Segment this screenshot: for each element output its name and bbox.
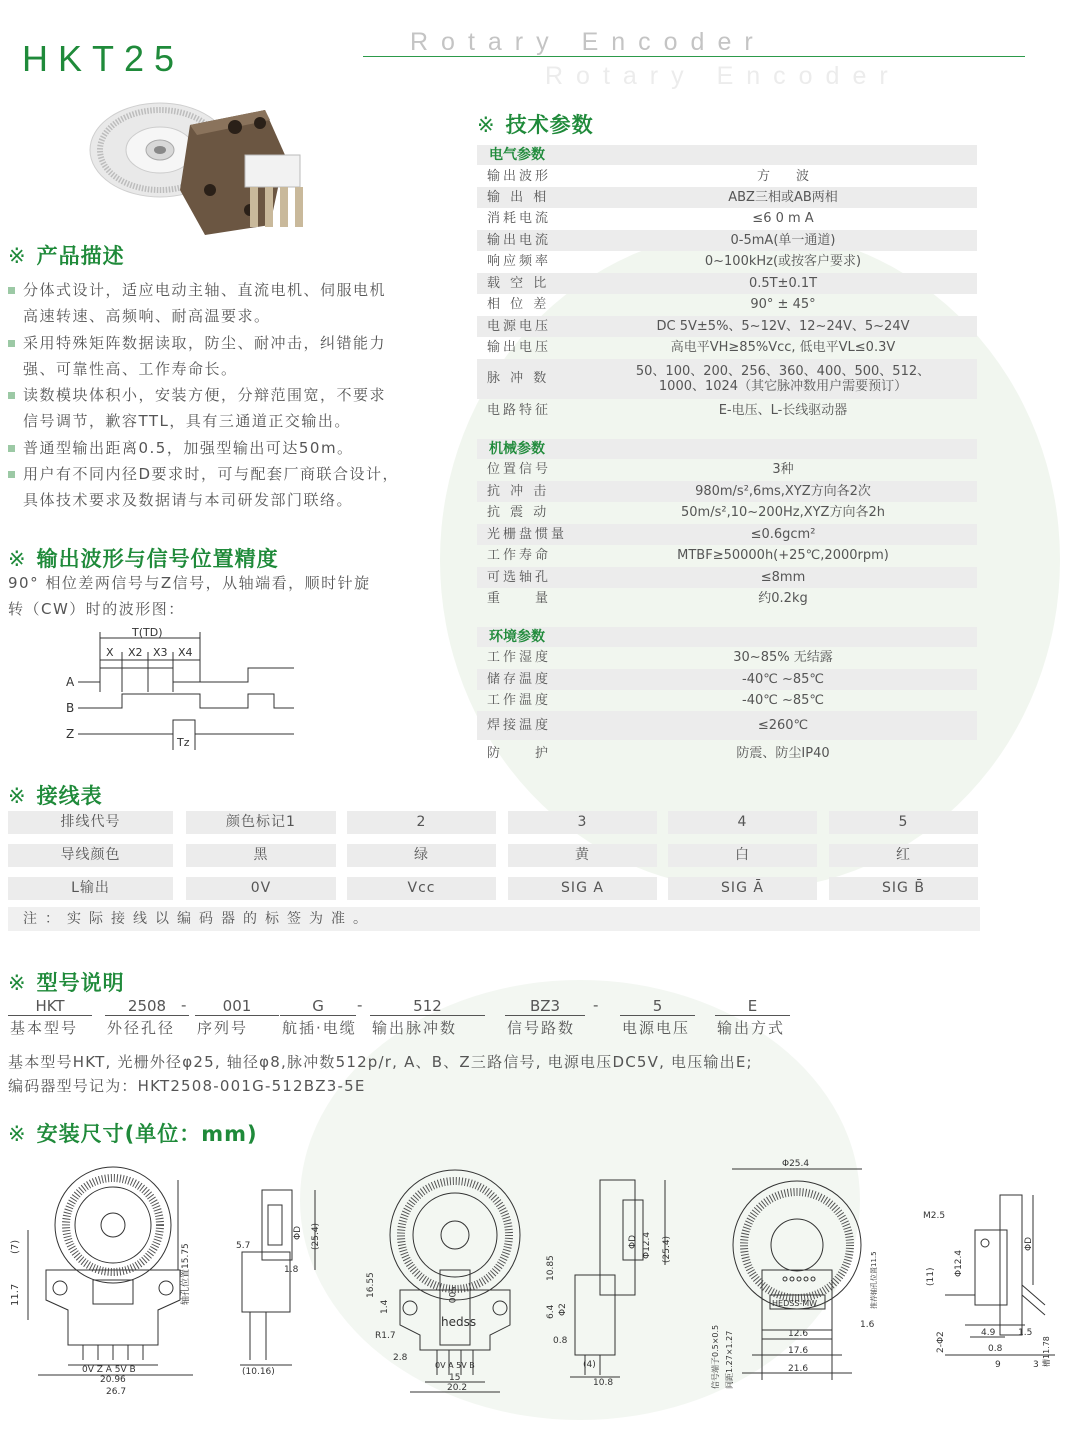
dim-5-7: 5.7: [236, 1241, 251, 1251]
section-marker: ※: [8, 784, 27, 808]
bullet-square-icon: [8, 445, 15, 452]
waveform-desc-2: 转（CW）时的波形图：: [8, 600, 185, 618]
spec-row: [477, 399, 977, 423]
dim-4: (4): [583, 1360, 596, 1370]
model-part-label: 输出脉冲数: [372, 1019, 458, 1037]
spec-value: ≤0.6gcm²: [750, 527, 816, 542]
spec-row: [477, 230, 977, 251]
dim-2-phi-2: 2-Φ2: [936, 1331, 946, 1353]
spec-row: [477, 459, 977, 481]
section-marker: ※: [8, 971, 27, 995]
product-desc-item: [8, 461, 428, 513]
bullet-square-icon: [8, 287, 15, 294]
wiring-cell: 0V: [186, 877, 336, 900]
section-tech-title: [477, 109, 594, 139]
wiring-cell: 5: [829, 811, 978, 834]
spec-key: 抗 震 动: [487, 505, 550, 520]
spec-value: 3种: [772, 462, 794, 477]
dim-phi-12-4: Φ12.4: [642, 1231, 652, 1259]
section-model-title: [8, 967, 125, 997]
section-waveform-title: [8, 543, 279, 573]
section-marker: ※: [8, 1122, 27, 1146]
spec-value: 约0.2kg: [758, 591, 808, 606]
spec-key: 光栅盘惯量: [487, 527, 568, 542]
model-part-code: 001: [195, 996, 279, 1016]
drawing-side-view-2: [545, 1175, 675, 1385]
spec-key: 工作寿命: [487, 548, 552, 563]
bullet-square-icon: [8, 471, 15, 478]
dim-9: 9: [995, 1360, 1001, 1370]
dim-1-4: 1.4: [380, 1299, 390, 1314]
spec-row: [477, 502, 977, 524]
recommended-hole: 推荐轴孔位置11.5: [870, 1251, 878, 1309]
dim-0-8: 0.8: [553, 1336, 568, 1346]
spec-row: [477, 294, 977, 316]
spec-key: 位置信号: [487, 462, 552, 477]
dim-r1-7: R1.7: [375, 1331, 396, 1341]
dim-phi-25-4: Φ25.4: [782, 1159, 810, 1169]
dim-20-96: 20.96: [100, 1375, 126, 1385]
dim-16-55: 16.55: [366, 1272, 376, 1298]
product-desc-item: [8, 330, 428, 382]
product-desc-item: [8, 435, 428, 461]
section-label: 型号说明: [36, 971, 125, 995]
wiring-cell: 绿: [347, 844, 496, 867]
spec-row: [477, 359, 977, 399]
spec-key: 载 空 比: [487, 276, 550, 291]
wave-tz-label: Tz: [177, 736, 190, 749]
product-desc-line: [8, 435, 428, 461]
product-desc-line: [8, 330, 428, 356]
model-dash: -: [593, 996, 599, 1014]
wiring-cell: 3: [508, 811, 657, 834]
spec-key: 抗 冲 击: [487, 484, 550, 499]
spec-key: 输 出 相: [487, 190, 550, 205]
wave-period-label: T(TD): [132, 626, 163, 639]
dim-4-9: 4.9: [981, 1328, 996, 1338]
dim-m2-5: M2.5: [923, 1211, 946, 1221]
spec-key: 储存温度: [487, 672, 552, 687]
spec-value: ABZ三相或AB两相: [728, 190, 838, 205]
spec-key: 工作湿度: [487, 650, 552, 665]
dim-10-85: 10.85: [546, 1255, 556, 1281]
section-marker: ※: [477, 113, 496, 137]
model-part-code: 512: [370, 996, 485, 1016]
dim-phi-d-2: ΦD: [628, 1234, 638, 1249]
spec-row: [477, 337, 977, 359]
spec-row: [477, 588, 977, 610]
section-label: 接线表: [36, 784, 103, 808]
dim-0-8-b: 0.8: [988, 1344, 1003, 1354]
wiring-cell: Vcc: [347, 877, 496, 900]
spec-row: [477, 567, 977, 588]
spec-value: E-电压、L-长线驱动器: [718, 403, 848, 418]
product-desc-text: 采用特殊矩阵数据读取，防尘、耐冲击，纠错能力: [23, 334, 387, 352]
spec-row: [477, 690, 977, 711]
spec-value: 50m/s²,10~200Hz,XYZ方向各2h: [681, 505, 885, 520]
spec-row: [477, 187, 977, 208]
product-desc-text: 读数模块体积小，安装方便，分辩范围宽，不要求: [23, 386, 387, 404]
model-part-label: 电源电压: [622, 1019, 691, 1037]
spec-value: ≤8mm: [760, 570, 806, 585]
wiring-cell: L输出: [8, 877, 173, 900]
drawing-front-view-3: [700, 1155, 890, 1395]
model-part-label: 航插·电缆: [282, 1019, 357, 1037]
product-desc-continuation: 高速转速、高频响、耐高温要求。: [23, 307, 271, 325]
dim-12-6: 12.6: [788, 1329, 809, 1339]
spec-value: 0.5T±0.1T: [748, 276, 818, 291]
spec-row: [477, 316, 977, 337]
model-part-label: 基本型号: [10, 1019, 79, 1037]
wiring-cell: 颜色标记1: [186, 811, 336, 834]
wave-x1-label: X: [106, 646, 114, 659]
spec-value: 90° ± 45°: [750, 297, 816, 312]
pin-labels-2: 0V A 5V B: [435, 1361, 475, 1370]
spec-value: ≤6 0 m A: [752, 211, 814, 226]
encoder-product-image: [85, 95, 325, 245]
spec-key: 响应频率: [487, 254, 552, 269]
spec-key: 消耗电流: [487, 211, 552, 226]
spec-value: MTBF≥50000h(+25℃,2000rpm): [677, 548, 889, 563]
wiring-cell: 导线颜色: [8, 844, 173, 867]
dim-21-6: 21.6: [788, 1364, 809, 1374]
dim-phi-12-4-b: Φ12.4: [954, 1249, 964, 1277]
spec-key: 电源电压: [487, 319, 552, 334]
spec-value: 980m/s²,6ms,XYZ方向各2次: [695, 484, 871, 499]
spec-key: 相 位 差: [487, 297, 550, 312]
drawing-front-view-2: [365, 1160, 535, 1400]
model-part-code: HKT: [8, 996, 92, 1016]
spec-row: [477, 481, 977, 502]
drawing-front-view-1: [8, 1160, 208, 1400]
spec-key: 输出电压: [487, 340, 552, 355]
dim-11: (11): [926, 1267, 936, 1286]
model-part-label: 信号路数: [507, 1019, 576, 1037]
spec-key: 焊接温度: [487, 718, 552, 733]
dim-7: (7): [10, 1239, 21, 1254]
product-desc-item: [8, 382, 428, 434]
model-part-label: 序列号: [197, 1019, 249, 1037]
spec-value: 防震、防尘IP40: [736, 746, 830, 761]
spec-group-heading-environment: 环境参数: [477, 627, 977, 647]
spec-row: [477, 742, 977, 766]
product-desc-continuation: 具体技术要求及数据请与本司研发部门联络。: [23, 491, 354, 509]
brand-label: hedss: [441, 1315, 477, 1329]
wiring-cell: 黑: [186, 844, 336, 867]
spec-row: [477, 166, 977, 187]
signal-terminal: 信号端子0.5×0.5: [711, 1324, 720, 1389]
waveform-desc-1: 90° 相位差两信号与Z信号，从轴端看，顺时针旋: [8, 574, 371, 592]
drawing-side-view-1: [230, 1160, 330, 1380]
spec-key: 可选轴孔: [487, 570, 552, 585]
model-desc-1: 基本型号HKT, 光栅外径φ25, 轴径φ8,脉冲数512p/r, A、B、Z三路信号, 电源电压DC5V, 电压输出E;: [8, 1053, 753, 1071]
section-label: 安装尺寸(单位：mm): [36, 1122, 258, 1146]
dim-15: 15: [449, 1373, 461, 1383]
product-desc-line: [8, 382, 428, 408]
bullet-square-icon: [8, 392, 15, 399]
dim-25-4: (25.4): [311, 1222, 321, 1250]
section-label: 输出波形与信号位置精度: [36, 547, 279, 571]
wiring-cell: 4: [668, 811, 817, 834]
spec-key: 输出波形: [487, 169, 552, 184]
model-desc-2: 编码器型号记为：HKT2508-001G-512BZ3-5E: [8, 1077, 366, 1095]
spec-key: 工作温度: [487, 693, 552, 708]
model-dash: -: [181, 996, 187, 1014]
section-product-title: [8, 240, 125, 270]
wiring-cell: SIG Ā: [668, 877, 817, 900]
spec-row: [477, 208, 977, 230]
section-wiring-title: [8, 780, 103, 810]
spec-group-heading-mechanical: 机械参数: [477, 439, 977, 459]
spec-value-line: 50、100、200、256、360、400、500、512、: [635, 364, 931, 379]
spec-row: [477, 545, 977, 567]
encoder-code: 500: [446, 1286, 456, 1304]
spec-value: -40℃ ~85℃: [742, 693, 824, 708]
drawing-side-view-3: [915, 1175, 1065, 1385]
spec-row: [477, 669, 977, 690]
dim-10-8: 10.8: [593, 1378, 614, 1385]
wiring-cell: SIG B̄: [829, 877, 978, 900]
spec-value: 0~100kHz(或按客户要求): [704, 254, 862, 269]
spec-value: DC 5V±5%、5~12V、12~24V、5~24V: [656, 319, 910, 334]
product-desc-item: [8, 277, 428, 329]
spec-key: 防 护: [487, 746, 552, 761]
dim-10-16: (10.16): [242, 1367, 275, 1377]
model-part-code: 5: [620, 996, 695, 1016]
slot-width: 槽11.78: [1042, 1336, 1051, 1367]
spec-row: [477, 711, 977, 740]
dim-11-7: 11.7: [10, 1283, 21, 1306]
spec-row: [477, 273, 977, 294]
model-part-label: 外径孔径: [107, 1019, 176, 1037]
dim-1-6: 1.6: [860, 1320, 875, 1330]
model-part-label: 输出方式: [717, 1019, 786, 1037]
dim-17-6: 17.6: [788, 1346, 809, 1356]
product-desc-continuation: 强、可靠性高、工作寿命长。: [23, 360, 238, 378]
wiring-cell: 白: [668, 844, 817, 867]
model-part-code: G: [280, 996, 356, 1016]
wiring-note: 注：实际接线以编码器的标签为准。: [8, 907, 980, 931]
section-label: 技术参数: [505, 113, 594, 137]
subtitle: Rotary Encoder: [410, 28, 766, 56]
dim-2-8: 2.8: [393, 1353, 408, 1363]
dim-phi-d-3: ΦD: [1024, 1236, 1034, 1251]
product-desc-line: [8, 461, 428, 487]
wiring-cell: 黄: [508, 844, 657, 867]
dim-1-5: 1.5: [1018, 1328, 1033, 1338]
dim-6-4: 6.4: [546, 1304, 556, 1319]
model-part-code: E: [715, 996, 790, 1016]
wiring-cell: 2: [347, 811, 496, 834]
spec-value: 高电平VH≥85%Vcc, 低电平VL≤0.3V: [670, 340, 896, 355]
terminal-pitch: 间距1.27×1.27: [725, 1330, 734, 1389]
section-marker: ※: [8, 244, 27, 268]
spec-key: 重 量: [487, 591, 552, 606]
wiring-cell: 排线代号: [8, 811, 173, 834]
wiring-cell: SIG A: [508, 877, 657, 900]
spec-row: [477, 251, 977, 273]
section-marker: ※: [8, 547, 27, 571]
spec-value: 30~85% 无结露: [733, 650, 833, 665]
section-label: 产品描述: [36, 244, 125, 268]
wiring-cell: 红: [829, 844, 978, 867]
page-title: HKT25: [22, 38, 185, 79]
section-install-title: [8, 1118, 258, 1148]
wave-x3-label: X3: [153, 646, 168, 659]
model-dash: -: [357, 996, 363, 1014]
module-label: HEDSS-MW: [772, 1299, 818, 1308]
dim-26-7: 26.7: [106, 1387, 127, 1397]
wave-b-label: B: [66, 701, 75, 715]
spec-value: 0-5mA(单一通道): [730, 233, 836, 248]
spec-value: [589, 364, 977, 394]
pin-labels: 0V Z A 5V B: [82, 1365, 136, 1375]
dim-25-4-b: (25.4): [662, 1235, 672, 1263]
product-desc-line: [8, 277, 428, 303]
wave-x4-label: X4: [178, 646, 193, 659]
spec-key: 脉 冲 数: [487, 371, 550, 386]
bullet-square-icon: [8, 340, 15, 347]
product-desc-text: 分体式设计，适应电动主轴、直流电机、伺服电机: [23, 281, 387, 299]
spec-value: ≤260℃: [757, 718, 809, 733]
subtitle-echo: Rotary Encoder: [545, 62, 901, 90]
spec-value: -40℃ ~85℃: [742, 672, 824, 687]
dim-hole-position: 轴孔位置15.75: [181, 1243, 191, 1305]
spec-row: [477, 524, 977, 545]
dim-1-8: 1.8: [284, 1265, 299, 1275]
spec-value-line: 1000、1024（其它脉冲数用户需要预订）: [658, 379, 908, 394]
wave-a-label: A: [66, 675, 75, 689]
product-desc-text: 用户有不同内径D要求时，可与配套厂商联合设计，: [23, 465, 400, 483]
waveform-diagram: [60, 622, 310, 757]
dim-phi-2: Φ2: [558, 1303, 568, 1316]
product-desc-continuation: 信号调节，歉容TTL，具有三通道正交输出。: [23, 412, 351, 430]
model-part-code: 2508: [105, 996, 189, 1016]
spec-key: 输出电流: [487, 233, 552, 248]
product-desc-text: 普通型输出距离0.5，加强型输出可达50m。: [23, 439, 354, 457]
dim-20-2: 20.2: [447, 1383, 468, 1393]
spec-row: [477, 647, 977, 669]
spec-key: 电路特征: [487, 403, 552, 418]
spec-group-heading-electrical: 电气参数: [477, 145, 977, 165]
wave-x2-label: X2: [128, 646, 143, 659]
wave-z-label: Z: [66, 727, 75, 741]
dim-3: 3: [1033, 1360, 1039, 1370]
spec-value: 方 波: [756, 169, 809, 184]
model-part-code: BZ3: [505, 996, 585, 1016]
dim-phi-d: ΦD: [293, 1225, 303, 1240]
